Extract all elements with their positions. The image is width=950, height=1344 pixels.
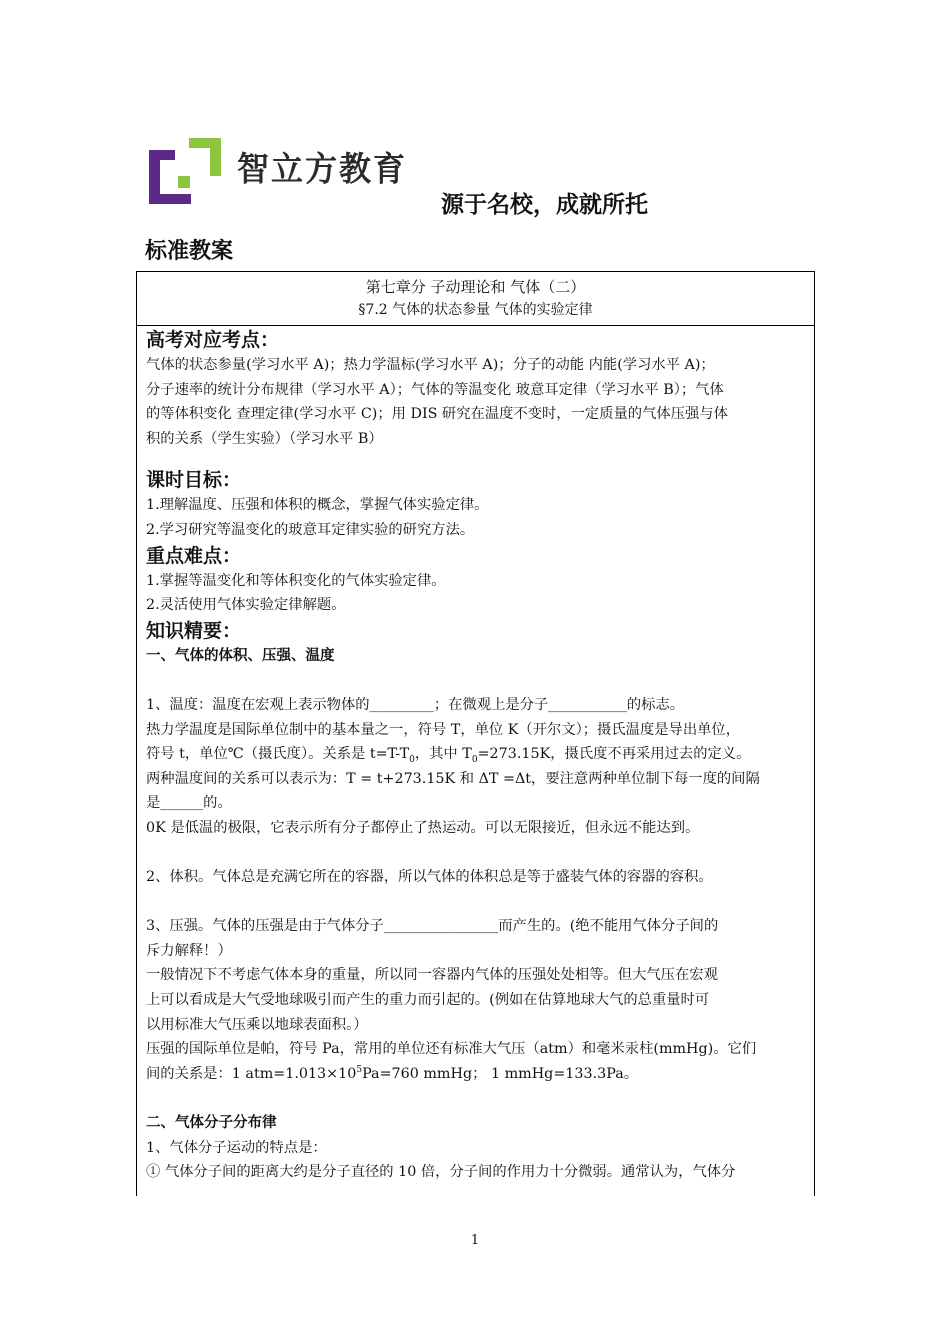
logo-mark-icon (147, 136, 227, 208)
exam-points-line: 分子速率的统计分布规律（学习水平 A）；气体的等温变化 玻意耳定律（学习水平 B）；气体 (146, 381, 724, 398)
pressure-line: 一般情况下不考虑气体本身的重量，所以同一容器内气体的压强处处相等。但大气压在宏观 (146, 967, 718, 984)
temperature-line: 两种温度间的关系可以表示为：T = t+273.15K 和 ΔT =Δt，要注意两种单位制下每一度的间隔 (146, 770, 760, 787)
page-number: 1 (470, 1233, 480, 1248)
temperature-line: 0K 是低温的极限，它表示所有分子都停止了热运动。可以无限接近，但永远不能达到。 (146, 819, 700, 836)
distribution-line: 1、气体分子运动的特点是： (146, 1139, 327, 1156)
logo (147, 136, 407, 208)
exam-points-line: 的等体积变化 查理定律(学习水平 C)；用 DIS 研究在温度不变时，一定质量的气体压强与体 (146, 406, 728, 423)
key-point-item: 1.掌握等温变化和等体积变化的气体实验定律。 (146, 572, 446, 589)
exam-points-heading: 高考对应考点： (146, 329, 280, 351)
exam-points-line: 气体的状态参量(学习水平 A)；热力学温标(学习水平 A)；分子的动能 内能(学习水平 A)； (146, 357, 715, 373)
key-point-item: 2.灵活使用气体实验定律解题。 (146, 597, 346, 614)
slogan: 源于名校，成就所托 (441, 192, 648, 218)
objective-item: 1.理解温度、压强和体积的概念，掌握气体实验定律。 (146, 497, 489, 514)
volume-line: 2、体积。气体总是充满它所在的容器，所以气体的体积总是等于盛装气体的容器的容积。 (146, 869, 713, 886)
temperature-line: 热力学温度是国际单位制中的基本量之一，符号 T，单位 K（开尔文）；摄氏温度是导出单位， (146, 721, 741, 738)
pressure-line: 上可以看成是大气受地球吸引而产生的重力而引起的。(例如在估算地球大气的总重量时可 (146, 992, 710, 1009)
temperature-line: 1、温度：温度在宏观上表示物体的_________；在微观上是分子___________的标志。 (146, 696, 685, 713)
lesson-header (137, 272, 814, 326)
pressure-line: 压强的国际单位是帕，符号 Pa，常用的单位还有标准大气压（atm）和毫米汞柱(mmHg)。它们 (146, 1041, 757, 1058)
brand-name: 智立方教育 (237, 149, 408, 190)
lesson-content (137, 327, 814, 1185)
temperature-line: 符号 t，单位℃（摄氏度）。关系是 $t=T-T_0$，其中 $T_0=273.15K$，摄氏度不再采用过去的定义。 (146, 746, 751, 765)
exam-points-line: 积的关系（学生实验）（学习水平 B） (146, 430, 383, 447)
objective-item: 2.学习研究等温变化的玻意耳定律实验的研究方法。 (146, 521, 475, 538)
pressure-line: 斥力解释！） (146, 942, 232, 959)
objectives-heading: 课时目标： (146, 469, 242, 492)
part2-title: 二、气体分子分布律 (146, 1115, 277, 1132)
chapter-title: 第七章分 子动理论和 气体（二） (365, 278, 586, 296)
pressure-line: 以用标准大气压乘以地球表面积。） (146, 1016, 368, 1033)
key-points-heading: 重点难点： (146, 544, 242, 567)
pressure-line: 间的关系是：1 $atm=1.013\times 10^5Pa=760$ mmHg； 1 mmHg=133.3Pa。 (146, 1065, 639, 1082)
knowledge-heading: 知识精要： (146, 619, 242, 642)
pressure-line: 3、压强。气体的压强是由于气体分子________________而产生的。(绝不能用气体分子间的 (146, 918, 719, 935)
doc-title: 标准教案 (145, 239, 234, 264)
temperature-line: 是______的。 (146, 795, 232, 812)
part1-title: 一、气体的体积、压强、温度 (146, 647, 335, 664)
distribution-line: ① 气体分子间的距离大约是分子直径的 10 倍，分子间的作用力十分微弱。通常认为，气体分 (146, 1164, 736, 1181)
lesson-table (136, 271, 815, 1196)
section-title: §7.2 气体的状态参量 气体的实验定律 (358, 302, 593, 318)
